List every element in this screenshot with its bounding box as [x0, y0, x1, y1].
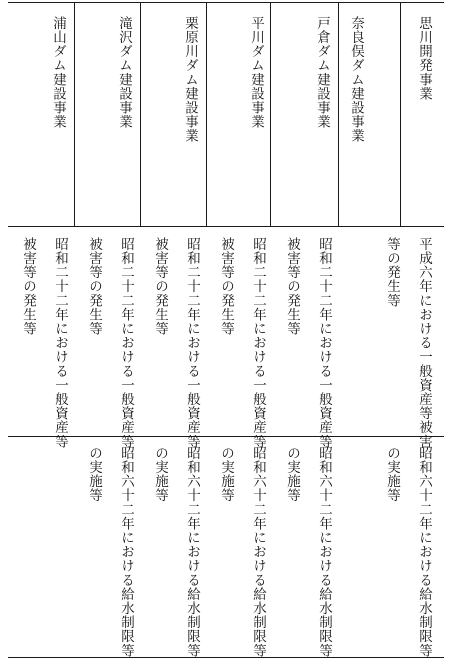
damage-occurrence-text: 昭和二十二年における一般資産等被害等の発生等 [20, 237, 68, 449]
water-restriction-text: 昭和六十二年における給水制限等の実施等 [284, 446, 332, 658]
water-restriction-text: 昭和六十二年における給水制限等の実施等 [218, 446, 266, 658]
column-divider [206, 2, 207, 226]
damage-occurrence-text: 昭和二十二年における一般資産等被害等の発生等 [86, 237, 134, 449]
damage-occurrence-text: 昭和二十二年における一般資産等被害等の発生等 [218, 237, 266, 449]
project-name: 思川開発事業 [416, 16, 432, 101]
damage-occurrence-text: 昭和二十二年における一般資産等被害等の発生等 [284, 237, 332, 449]
damage-occurrence-text: 平成六年における一般資産等被害等の発生等 [384, 237, 432, 449]
water-restriction-text: 昭和六十二年における給水制限等の実施等 [152, 446, 200, 658]
column-divider [400, 2, 401, 226]
column-divider [338, 2, 339, 226]
project-name: 奈良俣ダム建設事業 [348, 16, 364, 143]
project-name: 戸倉ダム建設事業 [314, 16, 330, 129]
damage-occurrence-text: 昭和二十二年における一般資産等被害等の発生等 [152, 237, 200, 449]
water-restriction-text: 昭和六十二年における給水制限等の実施等 [86, 446, 134, 658]
column-divider [140, 2, 141, 226]
section-divider-upper [8, 226, 444, 227]
column-divider [74, 2, 75, 226]
project-name: 栗原川ダム建設事業 [182, 16, 198, 143]
project-name: 滝沢ダム建設事業 [116, 16, 132, 129]
project-name: 平川ダム建設事業 [248, 16, 264, 129]
water-restriction-text: 昭和六十二年における給水制限等の実施等 [384, 446, 432, 658]
project-name: 浦山ダム建設事業 [50, 16, 66, 129]
